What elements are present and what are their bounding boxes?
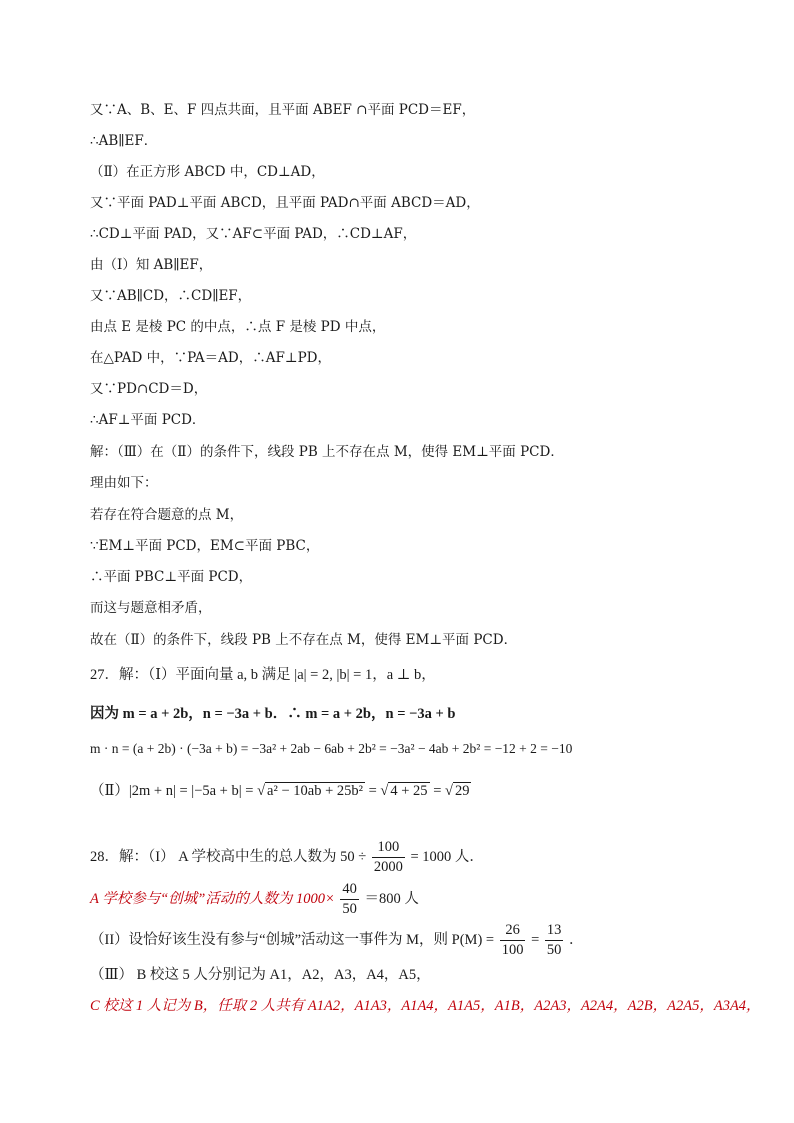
fraction: [372, 840, 405, 875]
fraction: [340, 882, 359, 917]
text-line: 27．解：（Ⅰ）平面向量 a, b 满足 |a| = 2, |b| = 1，a ⊥ b，: [90, 667, 436, 683]
radicand: 29: [454, 783, 470, 799]
formula-line: [90, 918, 754, 962]
text-line: 由点 E 是棱 PC 的中点，∴点 F 是棱 PD 中点，: [90, 319, 386, 335]
text-line: （Ⅱ）在正方形 ABCD 中，CD⊥AD，: [90, 164, 325, 180]
fraction: [500, 923, 526, 958]
text-line: 若存在符合题意的点 M，: [90, 507, 244, 523]
formula-text: = 1000 人．: [410, 849, 484, 865]
formula-text: A 学校参与“创城”活动的人数为 1000×: [90, 891, 335, 907]
formula-line: [90, 782, 754, 800]
numerator: 100: [377, 839, 400, 856]
numerator: 26: [505, 922, 520, 939]
radicand: 4 + 25: [390, 783, 428, 799]
sqrt-sign: √: [445, 783, 453, 799]
text-line: ∴CD⊥平面 PAD，又∵AF⊂平面 PAD，∴CD⊥AF，: [90, 226, 417, 242]
text-line: ∴AF⊥平面 PCD．: [90, 412, 206, 428]
radicand: a² − 10ab + 25b²: [267, 783, 363, 799]
text-line: 在△PAD 中，∵PA＝AD，∴AF⊥PD，: [90, 350, 331, 366]
formula-text: =: [531, 932, 540, 948]
numerator: 13: [546, 922, 562, 939]
text-line: ∴平面 PBC⊥平面 PCD，: [90, 569, 253, 585]
formula-text: =: [433, 783, 442, 799]
formula-line: m · n = (a + 2b) · (−3a + b) = −3a² + 2ab − 6ab + 2b² = −3a² − 4ab + 2b² = −12 + 2 = −10: [90, 741, 573, 756]
formula-line: [90, 835, 754, 879]
text-line: 又∵AB∥CD，∴CD∥EF，: [90, 288, 252, 304]
formula-text: （II）设恰好该生没有参与“创城”活动这一事件为 M，则 P(M) =: [90, 932, 495, 948]
text-line: 而这与题意相矛盾，: [90, 600, 212, 616]
formula-text: =: [368, 783, 377, 799]
formula-text: ＝800 人: [364, 891, 419, 907]
text-line: 理由如下：: [90, 475, 158, 491]
text-line: C 校这 1 人记为 B，任取 2 人共有 A1A2，A1A3，A1A4，A1A5，A1B，A2A3，A2A4，A2B，A2A5，A3A4，: [90, 998, 761, 1014]
text-line: 由（Ⅰ）知 AB∥EF，: [90, 257, 213, 273]
denominator: 2000: [373, 859, 403, 876]
text-line: 又∵PD∩CD＝D，: [90, 381, 208, 397]
text-line: 解：（Ⅲ）在（Ⅱ）的条件下，线段 PB 上不存在点 M，使得 EM⊥平面 PCD．: [90, 444, 564, 460]
sqrt-sign: √: [257, 783, 266, 799]
numerator: 40: [342, 881, 357, 898]
denominator: 50: [546, 942, 562, 959]
text-line: ∵EM⊥平面 PCD，EM⊂平面 PBC，: [90, 538, 320, 554]
text-line: 故在（Ⅱ）的条件下，线段 PB 上不存在点 M，使得 EM⊥平面 PCD．: [90, 632, 518, 648]
sqrt-sign: √: [380, 783, 389, 799]
text-line: （Ⅲ） B 校这 5 人分别记为 A1，A2，A3，A4，A5，: [90, 967, 431, 983]
formula-text: 28．解：（I） A 学校高中生的总人数为 50 ÷: [90, 849, 367, 865]
formula-line: [90, 877, 754, 921]
denominator: 100: [501, 942, 524, 959]
text-line: 又∵A、B、E、F 四点共面，且平面 ABEF ∩平面 PCD＝EF，: [90, 102, 476, 118]
denominator: 50: [342, 901, 357, 918]
text-line: 因为 m = a + 2b，n = −3a + b．∴ m = a + 2b，n = −3a + b: [90, 706, 456, 722]
text-line: 又∵平面 PAD⊥平面 ABCD，且平面 PAD∩平面 ABCD＝AD，: [90, 195, 480, 211]
text-line: ∴AB∥EF．: [90, 133, 158, 149]
formula-text: ．: [569, 932, 584, 948]
formula-text: （Ⅱ）|2m + n| = |−5a + b| =: [90, 783, 254, 799]
fraction: [545, 923, 564, 958]
